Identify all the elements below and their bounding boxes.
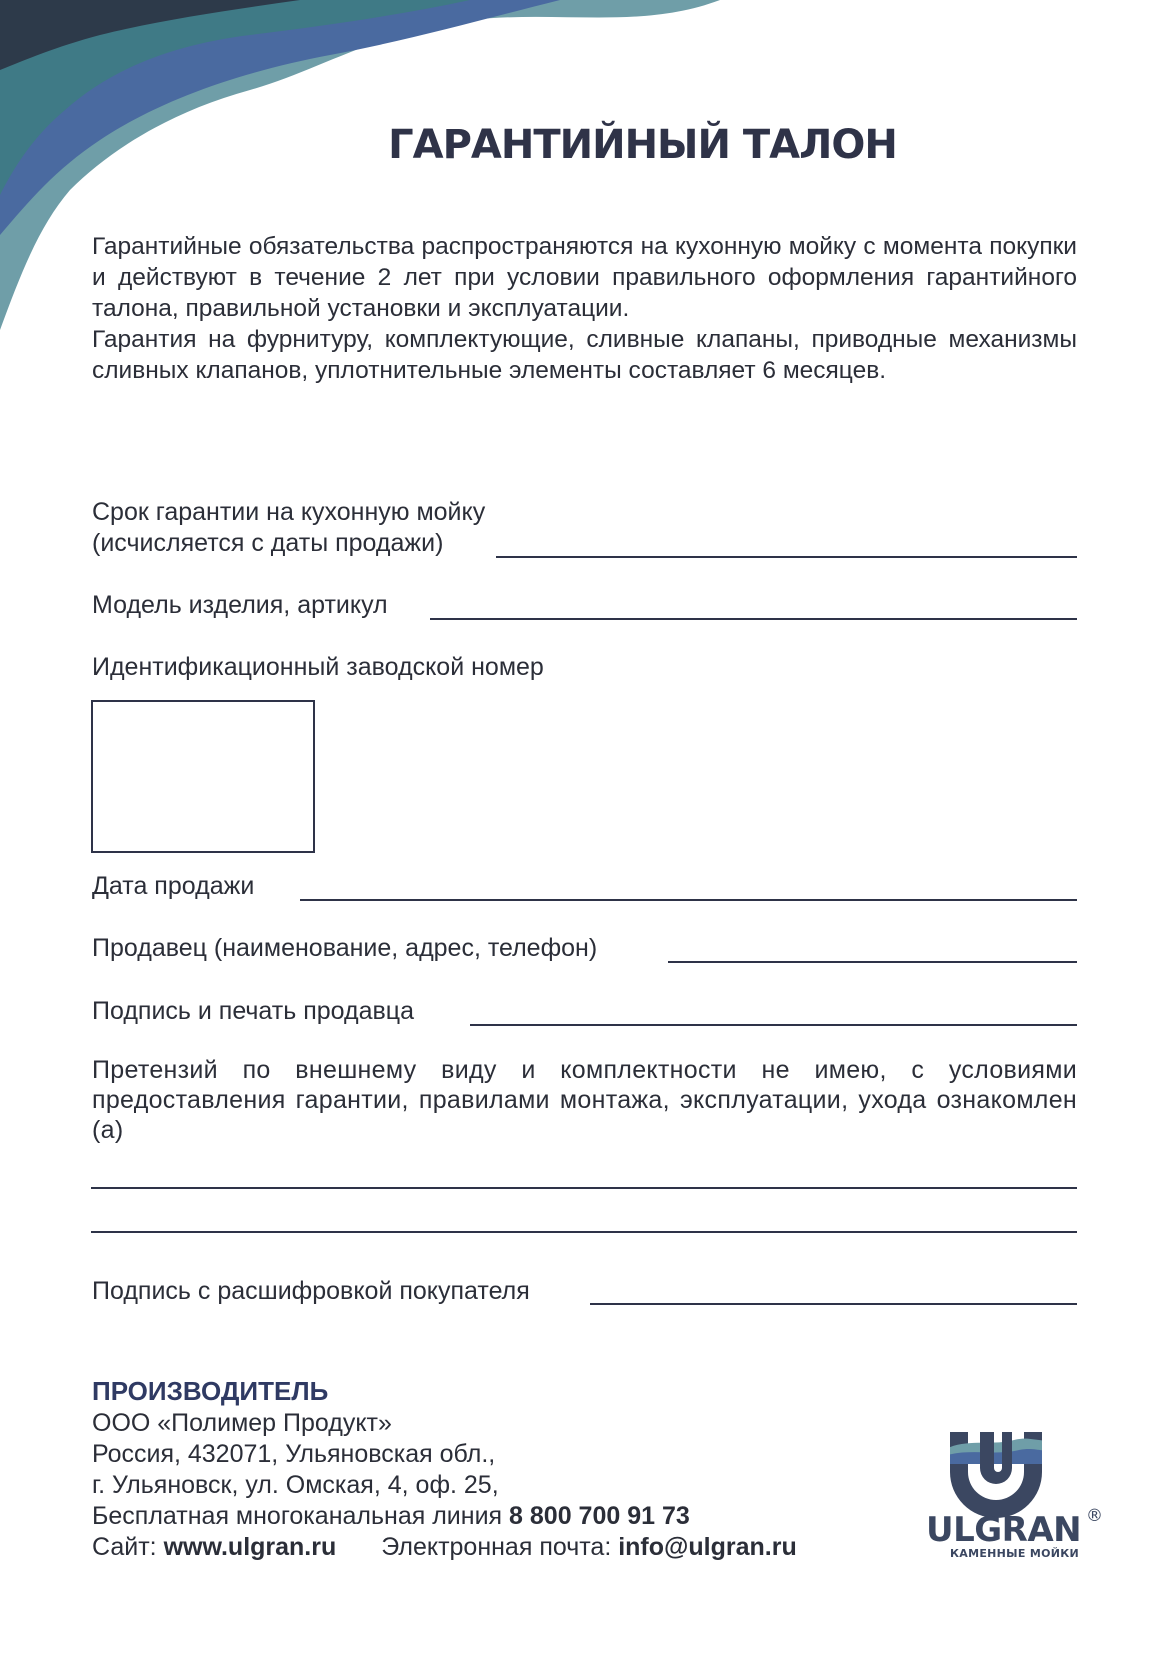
logo-tagline: КАМЕННЫЕ МОЙКИ <box>950 1547 1080 1560</box>
claim-line-2[interactable] <box>91 1231 1077 1233</box>
field-label-buyer-sign: Подпись с расшифровкой покупателя <box>92 1277 530 1305</box>
manufacturer-company: ООО «Полимер Продукт» <box>92 1409 392 1437</box>
intro-text <box>92 231 1077 386</box>
field-label-warranty-term-note: (исчисляется с даты продажи) <box>92 529 444 557</box>
hotline-label: Бесплатная многоканальная линия <box>92 1502 503 1530</box>
manufacturer-info <box>92 1408 797 1563</box>
seller-sign-line[interactable] <box>470 1024 1077 1026</box>
site-link[interactable]: www.ulgran.ru <box>163 1533 337 1561</box>
warranty-term-line[interactable] <box>496 556 1077 558</box>
serial-number-box[interactable] <box>91 700 315 853</box>
manufacturer-address-1: Россия, 432071, Ульяновская обл., <box>92 1440 496 1468</box>
registered-mark: ® <box>1086 1506 1103 1526</box>
site-label: Сайт: <box>92 1533 157 1561</box>
email-link[interactable]: info@ulgran.ru <box>618 1533 797 1561</box>
buyer-sign-line[interactable] <box>590 1303 1077 1305</box>
sale-date-line[interactable] <box>300 899 1077 901</box>
intro-paragraph-parts: Гарантия на фурнитуру, комплектующие, сливные клапаны, приводные механизмы сливных клапанов, уплотнительные элементы составляет 6 месяцев. <box>92 326 1077 384</box>
claim-line-1[interactable] <box>91 1187 1077 1189</box>
logo-wordmark: ULGRAN <box>926 1510 1082 1550</box>
claim-statement: Претензий по внешнему виду и комплектности не имею, с условиями предоставления гарантии, правилами монтажа, эксплуатации, ухода ознакомлен (а) <box>92 1056 1077 1144</box>
field-label-model: Модель изделия, артикул <box>92 591 388 619</box>
intro-paragraph-warranty: Гарантийные обязательства распространяются на кухонную мойку с момента покупки и действуют в течение 2 лет при условии правильного оформления гарантийного талона, правильной установки и эксплуатации. <box>92 233 1077 322</box>
model-line[interactable] <box>430 618 1077 620</box>
field-label-seller: Продавец (наименование, адрес, телефон) <box>92 934 598 962</box>
field-label-seller-sign: Подпись и печать продавца <box>92 997 414 1025</box>
field-label-warranty-term: Срок гарантии на кухонную мойку <box>92 498 486 526</box>
manufacturer-heading: ПРОИЗВОДИТЕЛЬ <box>92 1376 329 1406</box>
page-title: ГАРАНТИЙНЫЙ ТАЛОН <box>388 122 897 168</box>
manufacturer-address-2: г. Ульяновск, ул. Омская, 4, оф. 25, <box>92 1471 499 1499</box>
seller-line[interactable] <box>668 961 1077 963</box>
manufacturer-contacts <box>92 1532 797 1563</box>
field-label-serial: Идентификационный заводской номер <box>92 653 544 681</box>
email-label: Электронная почта: <box>381 1533 612 1561</box>
field-label-sale-date: Дата продажи <box>92 872 255 900</box>
hotline-number[interactable]: 8 800 700 91 73 <box>509 1502 690 1530</box>
manufacturer-hotline <box>92 1501 797 1532</box>
